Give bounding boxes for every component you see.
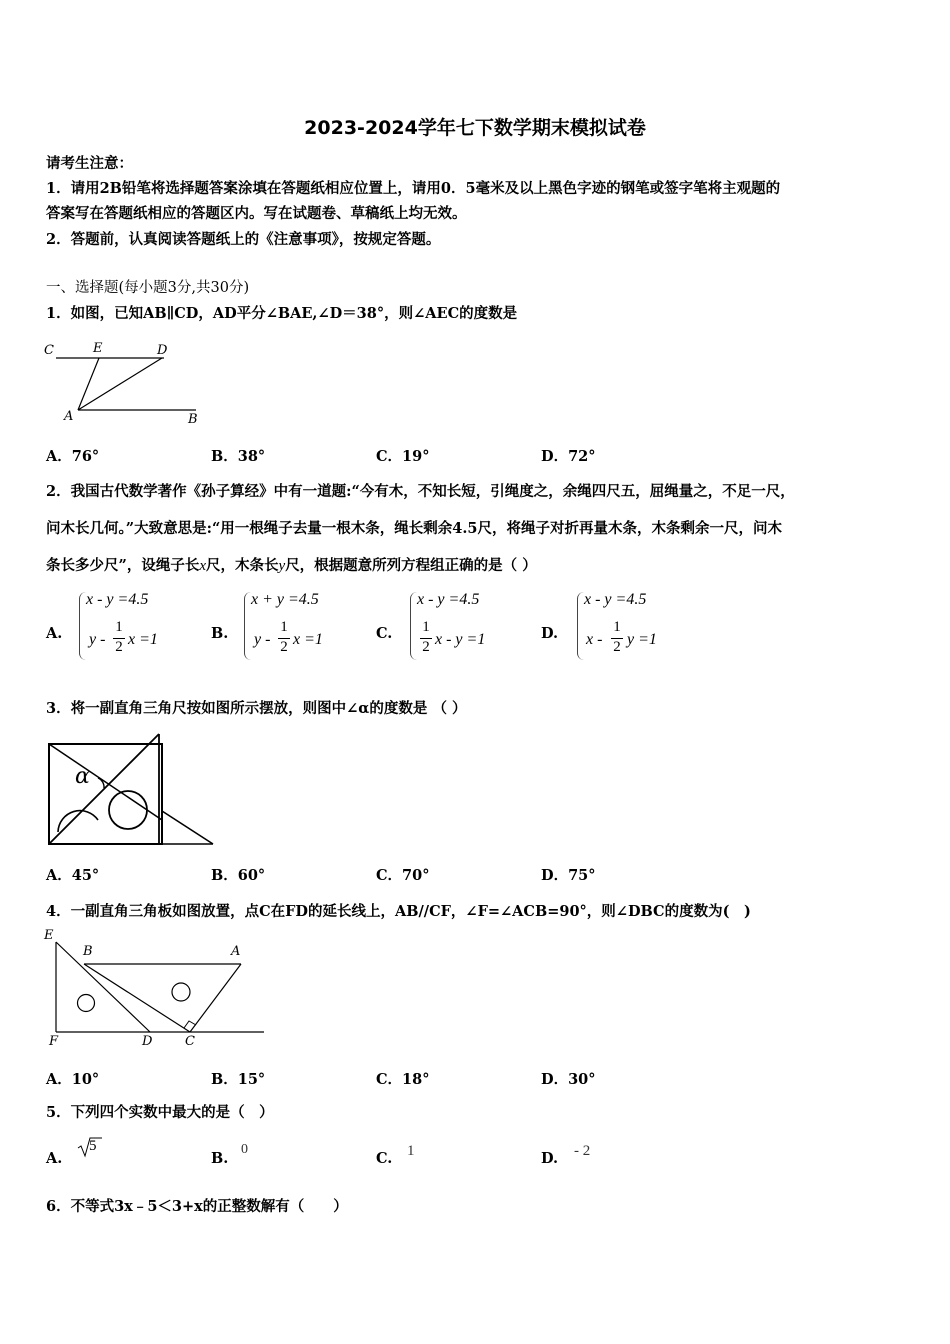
- q3-option-a[interactable]: A．45°: [46, 867, 100, 884]
- q2-option-d-eq2b: y =1: [627, 631, 657, 648]
- q2-option-c-label[interactable]: C.: [376, 625, 393, 642]
- question-2-line-2: 问木长几何。”大致意思是:“用一根绳子去量一根木条，绳长剩余4.5尺，将绳子对折再量木条，木条剩余一尺，问木: [46, 520, 783, 537]
- q2-option-d-eq1: x - y =4.5: [584, 591, 647, 608]
- q2-option-c-eq2b: x - y =1: [435, 631, 486, 648]
- q1-label-e: E: [93, 341, 103, 356]
- var-y: y: [278, 558, 286, 574]
- q2-option-b-eq1: x + y =4.5: [251, 591, 319, 608]
- q5-option-b-label[interactable]: B.: [211, 1150, 229, 1167]
- question-3-text: 3．将一副直角三角尺按如图所示摆放，则图中∠α的度数是 （ ）: [46, 700, 467, 717]
- q5-option-c-value: 1: [407, 1143, 415, 1159]
- q1-option-c[interactable]: C．19°: [376, 448, 430, 465]
- q1-option-a[interactable]: A．76°: [46, 448, 100, 465]
- q5-option-c-label[interactable]: C.: [376, 1150, 393, 1167]
- q4-label-f: F: [49, 1034, 59, 1049]
- question-3-figure: [46, 730, 218, 850]
- q4-label-b: B: [83, 944, 93, 959]
- q5-option-d-value: - 2: [574, 1143, 591, 1159]
- q1-label-d: D: [157, 343, 168, 358]
- q2-option-d-eq2a: x -: [586, 631, 603, 648]
- q4-label-d: D: [142, 1034, 153, 1049]
- q4-option-c[interactable]: C．18°: [376, 1071, 430, 1088]
- q2-option-b-brace: [244, 592, 251, 660]
- q5-option-d-label[interactable]: D.: [541, 1150, 559, 1167]
- q1-label-b: B: [188, 412, 198, 427]
- q5-option-a-label[interactable]: A.: [46, 1150, 63, 1167]
- q1-option-d[interactable]: D．72°: [541, 448, 596, 465]
- q4-option-d[interactable]: D．30°: [541, 1071, 596, 1088]
- question-6-text: 6．不等式3x﹣5＜3+x的正整数解有（ ）: [46, 1198, 348, 1215]
- q4-option-a[interactable]: A．10°: [46, 1071, 100, 1088]
- question-5-text: 5．下列四个实数中最大的是（ ）: [46, 1104, 274, 1121]
- q2-option-c-eq1: x - y =4.5: [417, 591, 480, 608]
- q4-label-a: A: [231, 944, 241, 959]
- q2-option-a-eq2b: x =1: [128, 631, 158, 648]
- q3-option-b[interactable]: B．60°: [211, 867, 266, 884]
- q2-option-a-brace: [79, 592, 86, 660]
- q3-option-c[interactable]: C．70°: [376, 867, 430, 884]
- notice-line-2: 2．答题前，认真阅读答题纸上的《注意事项》，按规定答题。: [46, 231, 441, 248]
- question-2-line-1: 2．我国古代数学著作《孙子算经》中有一道题:“今有木，不知长短，引绳度之，余绳四尺五，屈绳量之，不足一尺，: [46, 483, 795, 500]
- q1-label-a: A: [64, 409, 74, 424]
- q2-option-a-eq1: x - y =4.5: [86, 591, 149, 608]
- q5-option-b-value: 0: [241, 1142, 248, 1157]
- q2-option-a-label[interactable]: A.: [46, 625, 63, 642]
- question-1-text: 1．如图，已知AB∥CD，AD平分∠BAE,∠D＝38°，则∠AEC的度数是: [46, 305, 518, 322]
- notice-line-1b: 答案写在答题纸相应的答题区内。写在试题卷、草稿纸上均无效。: [46, 205, 467, 222]
- q4-option-b[interactable]: B．15°: [211, 1071, 266, 1088]
- q2-option-d-label[interactable]: D.: [541, 625, 559, 642]
- q3-alpha-label: α: [75, 764, 90, 789]
- q3-option-d[interactable]: D．75°: [541, 867, 596, 884]
- q2-option-b-eq2a: y -: [254, 631, 271, 648]
- q2-option-d-brace: [577, 592, 584, 660]
- q2-option-b-eq2b: x =1: [293, 631, 323, 648]
- q1-label-c: C: [44, 343, 54, 358]
- page-title: 2023-2024学年七下数学期末模拟试卷: [304, 117, 646, 139]
- q2-option-a-eq2a: y -: [89, 631, 106, 648]
- question-4-text: 4．一副直角三角板如图放置，点C在FD的延长线上，AB//CF，∠F=∠ACB=90°，则∠DBC的度数为( ): [46, 903, 751, 920]
- section-heading: 一、选择题(每小题3分,共30分): [46, 280, 250, 296]
- question-2-line-3: 条长多少尺”，设绳子长x尺，木条长y尺，根据题意所列方程组正确的是（ ）: [46, 557, 537, 574]
- q5-option-a-value: 5: [89, 1138, 97, 1154]
- q2-option-c-brace: [410, 592, 417, 660]
- q2-option-b-label[interactable]: B.: [211, 625, 229, 642]
- q4-label-c: C: [185, 1034, 195, 1049]
- var-x: x: [199, 558, 207, 574]
- notice-heading: 请考生注意：: [46, 155, 133, 172]
- q1-option-b[interactable]: B．38°: [211, 448, 266, 465]
- notice-line-1a: 1．请用2B铅笔将选择题答案涂填在答题纸相应位置上，请用0．5毫米及以上黑色字迹的钢笔或签字笔将主观题的: [46, 180, 781, 197]
- q4-label-e: E: [44, 928, 54, 943]
